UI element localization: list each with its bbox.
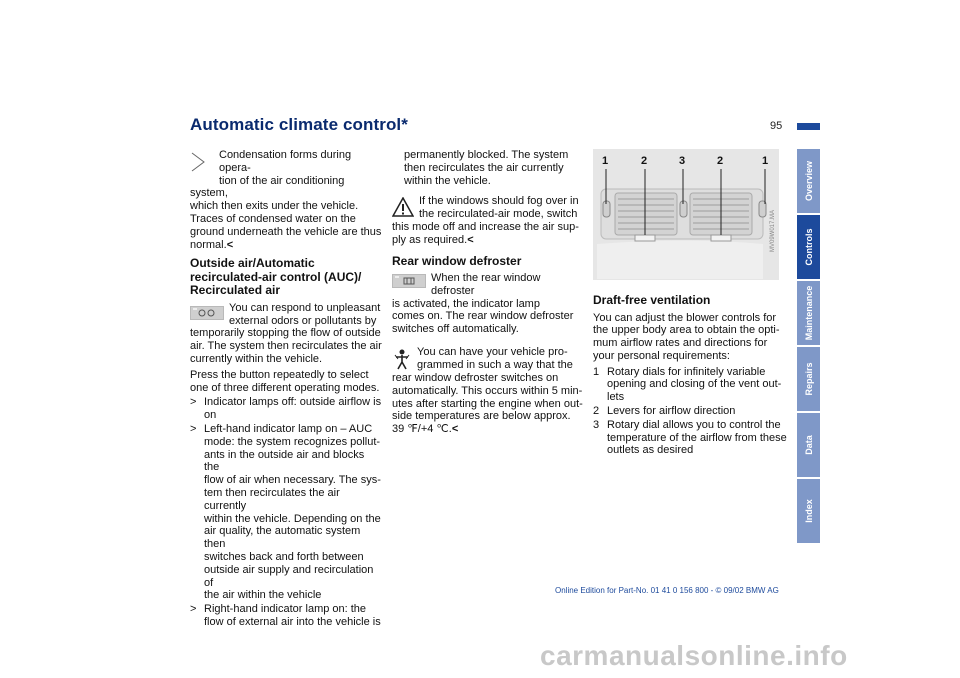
note-line: tion of the air conditioning system,: [190, 174, 345, 200]
note-text: normal.: [190, 238, 227, 251]
text-line: the recirculated-air mode, switch: [419, 208, 578, 221]
page-title: Automatic climate control*: [190, 115, 408, 134]
text-line: this mode off and increase the air sup-: [392, 220, 579, 233]
text-line: [392, 234, 584, 247]
tab-label: Controls: [803, 228, 814, 266]
tab-label: Overview: [803, 160, 814, 202]
rear-window-defroster-icon: [392, 274, 426, 288]
text-line: lets: [607, 391, 625, 404]
note-line: Traces of condensed water on the: [190, 212, 356, 225]
text-line: is activated, the indicator lamp: [392, 297, 540, 310]
text-line: ants in the outside air and blocks the: [204, 448, 365, 474]
text-line: on: [204, 409, 217, 422]
list-item: [593, 419, 787, 457]
note-line: ground underneath the vehicle are thus: [190, 225, 382, 238]
tab-controls[interactable]: [797, 215, 820, 279]
note-line: [190, 239, 382, 252]
text-line: outlets as desired: [607, 444, 694, 457]
item-number: 3: [593, 418, 600, 431]
text-line: the air within the vehicle: [204, 589, 322, 602]
modes-list: [190, 396, 382, 628]
tab-repairs[interactable]: [797, 347, 820, 411]
watermark: carmanualsonline.info: [540, 640, 848, 671]
warn-text: ply as required.: [392, 233, 468, 246]
figure-label: 2: [641, 155, 648, 167]
text-line: mode: the system recognizes pollut-: [204, 435, 381, 448]
list-item: [593, 405, 787, 418]
list-item: [190, 423, 382, 602]
text-line: temperature of the airflow from these: [607, 431, 787, 444]
warning-triangle-icon: [392, 197, 414, 217]
bullet-mark: >: [190, 603, 197, 616]
controls-list: [593, 366, 787, 458]
item-number: 2: [593, 405, 600, 418]
tab-label: Maintenance: [803, 285, 814, 341]
section-heading: Draft-free ventilation: [593, 293, 711, 307]
section-tabs: [797, 149, 820, 545]
text-line: automatically. This occurs within 5 min-: [392, 384, 583, 397]
text-line: side temperatures are below approx.: [392, 410, 571, 423]
programming-paragraph: [392, 346, 584, 436]
bullet-mark: >: [190, 423, 197, 436]
column-3: [593, 294, 787, 458]
text-line: flow of air when necessary. The sys-: [204, 474, 381, 487]
text-line: Rotary dial allows you to control the: [607, 418, 781, 431]
list-item: [190, 603, 382, 629]
note-line: Condensation forms during opera-: [219, 149, 352, 174]
text-line: flow of external air into the vehicle is: [204, 616, 381, 628]
figure-label: 3: [679, 155, 686, 167]
text-line: Right-hand indicator lamp on: the: [204, 603, 367, 616]
list-item: [190, 396, 382, 422]
defroster-paragraph: [392, 272, 584, 336]
text-line: Rotary dials for infinitely variable: [607, 365, 766, 378]
tab-data[interactable]: [797, 413, 820, 477]
tab-maintenance[interactable]: [797, 281, 820, 345]
page-number: 95: [770, 120, 783, 132]
text-line: permanently blocked. The system: [404, 149, 569, 161]
person-service-icon: [392, 348, 412, 370]
note-arrow-icon: [190, 151, 214, 173]
note-line: which then exits under the vehicle.: [190, 200, 359, 213]
text-line: within the vehicle. Depending on the: [204, 512, 381, 525]
figure-label: 1: [602, 155, 609, 167]
section-heading: Rear window defroster: [392, 253, 522, 268]
text-line: air. The system then recirculates the air: [190, 340, 382, 353]
text-line: switches back and forth between: [204, 551, 364, 564]
text-line: external odors or pollutants by: [229, 314, 377, 327]
column-2: [392, 149, 584, 436]
ventilation-paragraph: [593, 312, 787, 363]
figure-label: 1: [762, 155, 769, 167]
text-line: within the vehicle.: [404, 174, 491, 187]
text-line: You can adjust the blower controls for: [593, 311, 777, 324]
heading-line: recirculated-air control (AUC)/: [190, 269, 362, 284]
text-line: Left-hand indicator lamp on – AUC: [204, 423, 373, 436]
text-line: mum airflow rates and directions for: [593, 337, 768, 350]
figure-label: 2: [717, 155, 724, 167]
text-line: one of three different operating modes.: [190, 381, 380, 394]
section-heading: [190, 257, 382, 298]
heading-line: Recirculated air: [190, 283, 281, 298]
tab-label: Data: [803, 435, 814, 455]
text-line: temporarily stopping the flow of outside: [190, 327, 381, 340]
tab-label: Repairs: [803, 362, 814, 396]
list-item: [593, 366, 787, 404]
note-block: [190, 149, 382, 251]
vent-illustration: [593, 149, 779, 280]
text-line: If the windows should fog over in: [419, 195, 579, 208]
text-line: utes after starting the engine when out-: [392, 397, 583, 410]
column-1: [190, 149, 382, 630]
text-line: comes on. The rear window defroster: [392, 310, 574, 323]
text-line: Press the button repeatedly to select: [190, 368, 369, 381]
temperature-text: 39 ℉/+4 ℃.: [392, 423, 452, 436]
text-line: You can respond to unpleasant: [229, 301, 381, 314]
heading-line: Outside air/Automatic: [190, 256, 315, 271]
text-line: Indicator lamps off: outside airflow is: [204, 396, 382, 409]
text-line: switches off automatically.: [392, 323, 519, 336]
tab-index[interactable]: [797, 479, 820, 543]
text-line: then recirculates the air currently: [404, 161, 564, 174]
text-line: your personal requirements:: [593, 349, 730, 362]
text-line: outside air supply and recirculation of: [204, 563, 374, 589]
text-line: When the rear window defroster: [431, 272, 541, 297]
recirc-paragraph: [190, 302, 382, 366]
text-line: Levers for airflow direction: [607, 405, 736, 418]
bullet-mark: >: [190, 396, 197, 409]
item-number: 1: [593, 365, 600, 378]
text-line: rear window defroster switches on: [392, 372, 559, 385]
end-mark: <: [226, 238, 234, 251]
text-line: the upper body area to obtain the opti-: [593, 324, 780, 337]
footer-edition: Online Edition for Part-No. 01 41 0 156 800 - © 09/02 BMW AG: [555, 586, 779, 595]
text-line: [392, 423, 584, 436]
text-line: grammed in such a way that the: [417, 358, 573, 371]
end-mark: <: [451, 423, 459, 436]
tab-overview[interactable]: [797, 149, 820, 213]
tab-label: Index: [803, 499, 814, 523]
continued-paragraph: [392, 149, 584, 187]
page-number-bar: [797, 123, 820, 130]
text-line: You can have your vehicle pro-: [417, 346, 568, 359]
modes-paragraph: [190, 369, 382, 395]
end-mark: <: [467, 233, 474, 246]
text-line: currently within the vehicle.: [190, 353, 323, 366]
figure-code: MV09W017.MA: [770, 209, 776, 252]
warning-block: [392, 195, 584, 246]
text-line: tem then recirculates the air currently: [204, 487, 340, 512]
recirculation-button-icon: [190, 306, 224, 320]
text-line: air quality, the automatic system then: [204, 525, 361, 551]
text-line: opening and closing of the vent out-: [607, 378, 782, 391]
